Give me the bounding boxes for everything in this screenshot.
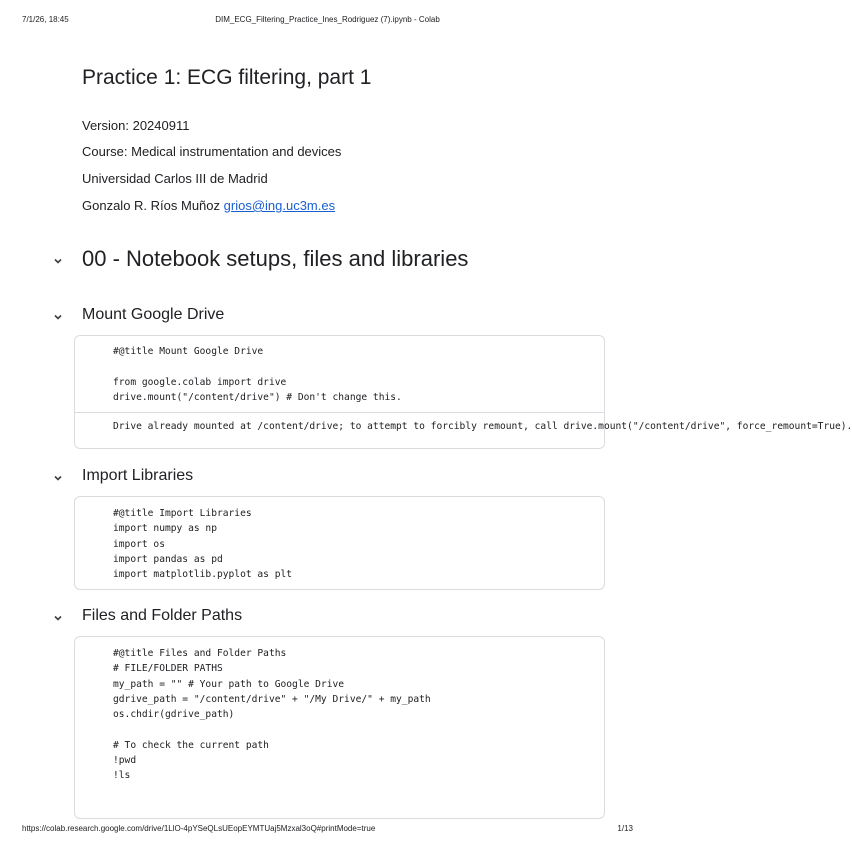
notebook-title: Practice 1: ECG filtering, part 1 [82,66,372,89]
university-text: Universidad Carlos III de Madrid [82,171,268,186]
code-editor-imports[interactable]: #@title Import Libraries import numpy as np import os import pandas as pd import matplotlib.pyplot as plt [113,508,293,581]
version-text: Version: 20240911 [82,118,190,133]
section-title-imports: Import Libraries [82,467,194,484]
section-title-paths: Files and Folder Paths [82,607,243,624]
page-number: 1/13 [617,824,633,833]
code-cell-paths[interactable] [74,636,605,819]
print-date: 7/1/26, 18:45 [22,15,69,24]
chevron-down-icon[interactable] [52,472,64,484]
code-editor-mount[interactable]: #@title Mount Google Drive from google.colab import drive drive.mount("/content/drive") # Don't change this. [113,346,402,403]
code-cell-mount[interactable] [74,335,852,449]
cell-output-mount: Drive already mounted at /content/drive; to attempt to forcibly remount, call drive.mount("/content/drive", force_remount=True). [113,421,852,433]
course-text: Course: Medical instrumentation and devices [82,144,342,159]
code-cell-imports[interactable] [74,496,605,590]
print-document-title: DIM_ECG_Filtering_Practice_Ines_Rodriguez (7).ipynb - Colab [215,15,440,24]
author-email-link[interactable]: grios@ing.uc3m.es [223,198,336,213]
print-url: https://colab.research.google.com/drive/1LlO-4pYSeQLsUEopEYMTUaj5Mzxal3oQ#printMode=true [22,824,376,833]
author-line [82,198,335,213]
section-title-mount: Mount Google Drive [82,306,225,323]
code-editor-paths[interactable]: #@title Files and Folder Paths # FILE/FOLDER PATHS my_path = "" # Your path to Google Drive gdrive_path = "/content/drive" + "/My Drive/" + my_path os.chdir(gdrive_path) # To check the current path !pwd !ls [113,648,431,782]
author-name: Gonzalo R. Ríos Muñoz [82,198,221,213]
chevron-down-icon[interactable] [52,612,64,624]
section-title-setup: 00 - Notebook setups, files and libraries [82,246,469,271]
chevron-down-icon[interactable] [52,255,64,267]
chevron-down-icon[interactable] [52,311,64,323]
